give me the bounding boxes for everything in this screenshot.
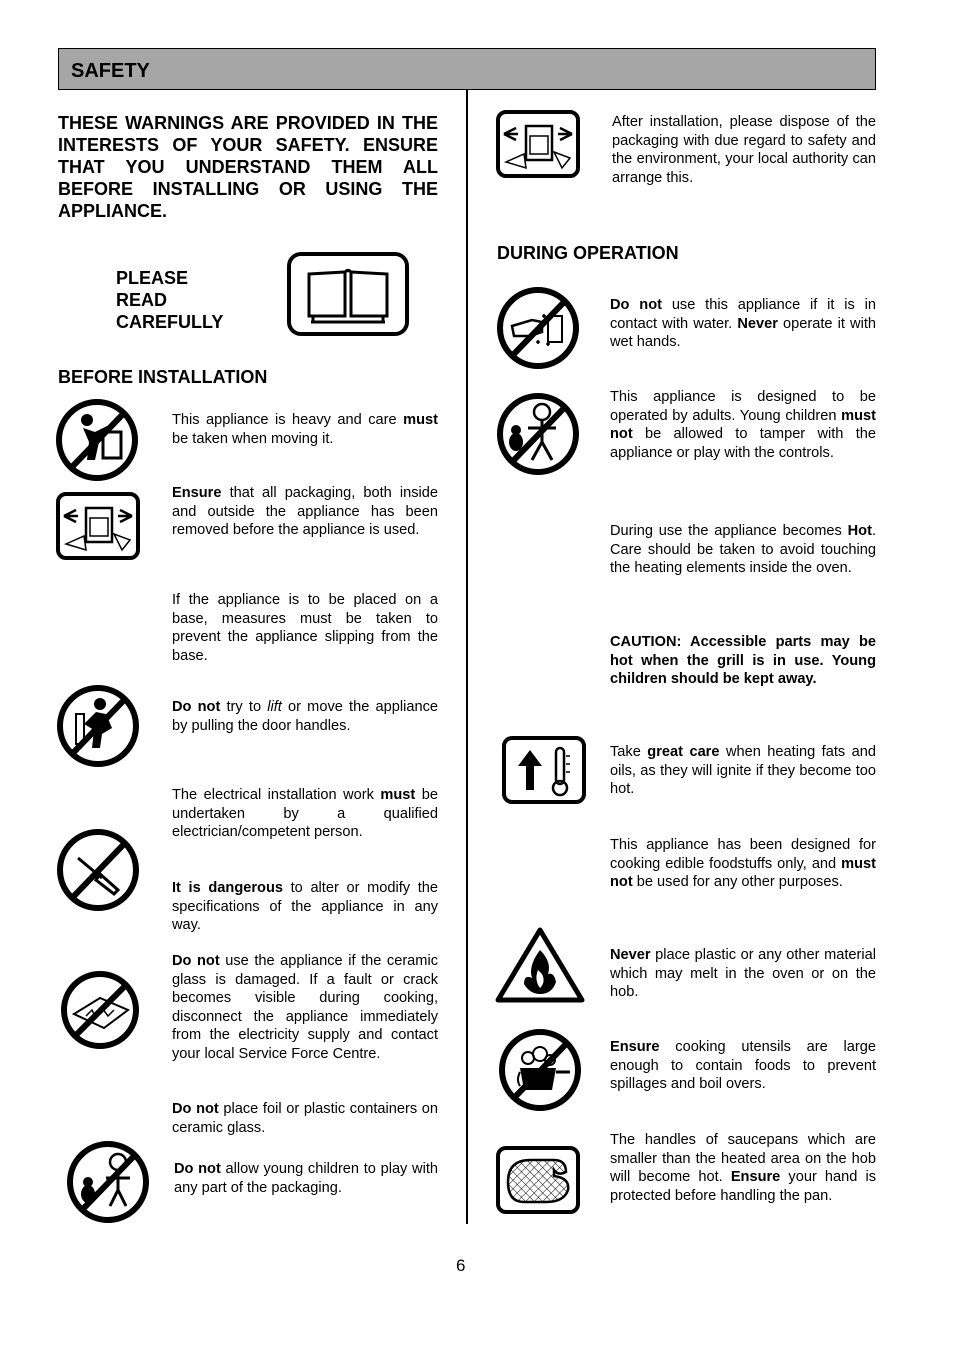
intro-warning: THESE WARNINGS ARE PROVIDED IN THE INTERESTS OF YOUR SAFETY. ENSURE THAT YOU UNDERSTAND THEM ALL BEFORE INSTALLING OR USING THE APPLIANCE. — [58, 113, 438, 221]
warning-text-electrician: The electrical installation work must be undertaken by a qualified electrician/competent person. — [172, 787, 438, 840]
warning-text-base: If the appliance is to be placed on a base, measures must be taken to prevent the appliance slipping from the base. — [172, 592, 438, 664]
warning-text-foil: Do not place foil or plastic containers on ceramic glass. — [172, 1101, 439, 1136]
please-read-text: PLEASE READ CAREFULLY — [116, 268, 224, 332]
fire-warning-icon — [494, 926, 586, 1004]
warning-text-hot: During use the appliance becomes Hot. Care should be taken to avoid touching the heating elements inside the oven. — [610, 523, 876, 576]
child-teddy-icon — [66, 1140, 150, 1224]
warning-text-fats-oils: Take great care when heating fats and oils, as they will ignite if they become too hot. — [610, 744, 876, 797]
warning-text-packaging: Ensure that all packaging, both inside and outside the appliance has been removed before the appliance is used. — [172, 485, 438, 538]
warning-text-ceramic-glass: Do not use the appliance if the ceramic glass is damaged. If a fault or crack becomes visible during cooking, disconnect the appliance immediately from the electricity supply and contact your local Service Force Centre. — [172, 953, 438, 1062]
boil-over-icon — [498, 1028, 582, 1112]
screwdriver-icon — [56, 828, 140, 912]
warning-text-utensils: Ensure cooking utensils are large enough to contain foods to prevent spillages and boil overs. — [610, 1039, 876, 1092]
cracked-glass-icon — [60, 970, 140, 1050]
before-installation-heading: BEFORE INSTALLATION — [58, 367, 268, 387]
during-operation-heading: DURING OPERATION — [497, 243, 679, 263]
warning-text-saucepan-handles: The handles of saucepans which are smaller than the heated area on the hob will become hot. Ensure your hand is protected before handling the pan. — [610, 1132, 876, 1204]
packaging-icon — [56, 492, 140, 560]
warning-text-modify: It is dangerous to alter or modify the specifications of the appliance in any way. — [172, 880, 438, 933]
thermometer-icon — [502, 736, 586, 804]
warning-text-foodstuffs: This appliance has been designed for cooking edible foodstuffs only, and must not be used for any other purposes. — [610, 837, 876, 890]
wet-hands-icon — [496, 286, 580, 370]
child-teddy-icon — [496, 392, 580, 476]
warning-text-water: Do not use this appliance if it is in contact with water. Never operate it with wet hands. — [610, 297, 877, 350]
section-title: SAFETY — [71, 60, 150, 82]
warning-text-children-packaging: Do not allow young children to play with any part of the packaging. — [174, 1161, 438, 1196]
warning-text-door-handles: Do not try to lift or move the appliance by pulling the door handles. — [172, 699, 438, 734]
book-icon — [287, 252, 409, 336]
warning-text-plastic: Never place plastic or any other material which may melt in the oven or on the hob. — [610, 947, 876, 1000]
section-header — [58, 48, 876, 90]
disposal-text: After installation, please dispose of the packaging with due regard to safety and the environment, your local authority can arrange this. — [612, 114, 876, 186]
oven-glove-icon — [496, 1146, 580, 1214]
warning-text-heavy: This appliance is heavy and care must be taken when moving it. — [172, 412, 438, 447]
page-number: 6 — [456, 1256, 466, 1275]
warning-text-adults-only: This appliance is designed to be operated by adults. Young children must not be allowed to tamper with the appliance or play with the controls. — [610, 389, 876, 461]
door-handle-icon — [56, 684, 140, 768]
column-divider — [466, 90, 468, 1224]
caution-text: CAUTION: Accessible parts may be hot when the grill is in use. Young children should be kept away. — [610, 634, 876, 687]
packaging-disposal-icon — [496, 110, 580, 178]
heavy-lift-icon — [55, 398, 139, 482]
